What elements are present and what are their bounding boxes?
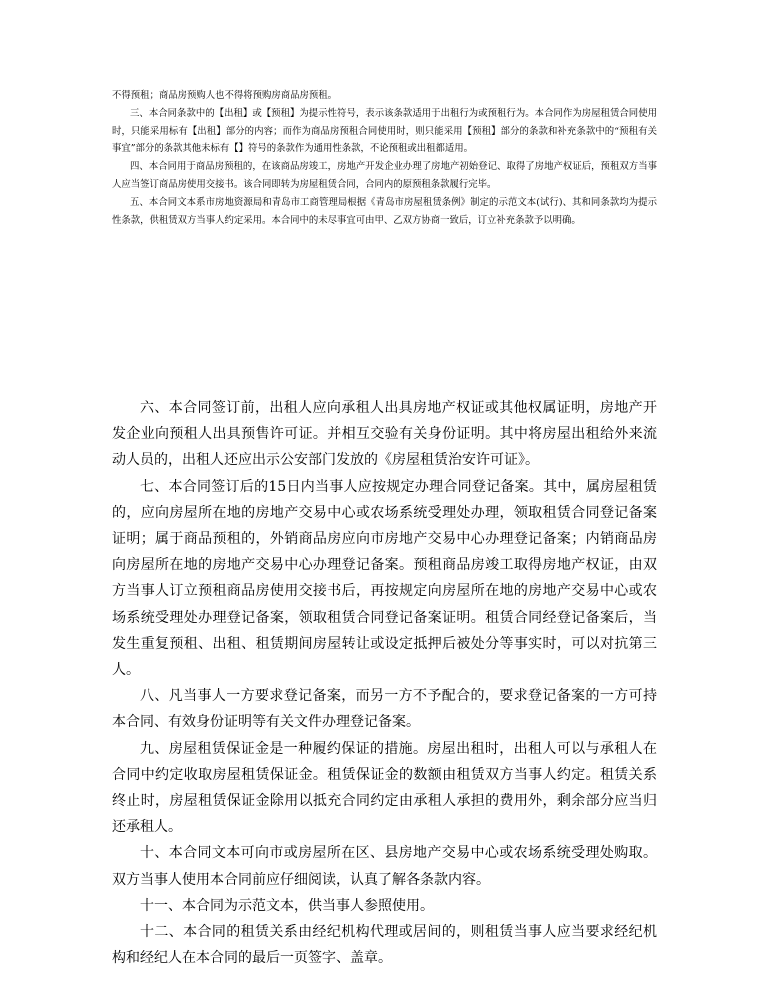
clauses-section [112, 395, 657, 971]
clause-paragraph: 七、本合同签订后的15日内当事人应按规定办理合同登记备案。其中，属房屋租赁的，应向房屋所在地的房地产交易中心或农场系统受理处办理，领取租赁合同登记备案证明；属于商品预租的，外销商品房应向市房地产交易中心办理登记备案；内销商品房向房屋所在地的房地产交易中心办理登记备案。预租商品房竣工取得房地产权证，由双方当事人订立预租商品房使用交接书后，再按规定向房屋所在地的房地产交易中心或农场系统受理处办理登记备案，领取租赁合同登记备案证明。租赁合同经登记备案后，当发生重复预租、出租、租赁期间房屋转让或设定抵押后被处分等事实时，可以对抗第三人。 [112, 478, 657, 679]
clause-paragraph: 六、本合同签订前，出租人应向承租人出具房地产权证或其他权属证明，房地产开发企业向预租人出具预售许可证。并相互交验有关身份证明。其中将房屋出租给外来流动人员的，出租人还应出示公安部门发放的《房屋租赁治安许可证》。 [112, 400, 657, 469]
clause-paragraph: 十一、本合同为示范文本，供当事人参照使用。 [140, 897, 434, 914]
notes-section [112, 87, 657, 229]
clause-paragraph: 九、房屋租赁保证金是一种履约保证的措施。房屋出租时，出租人可以与承租人在合同中约定收取房屋租赁保证金。租赁保证金的数额由租赁双方当事人约定。租赁关系终止时，房屋租赁保证金除用以抵充合同约定由承租人承担的费用外，剩余部分应当归还承租人。 [112, 740, 657, 836]
note-paragraph: 四、本合同用于商品房预租的，在该商品房竣工，房地产开发企业办理了房地产初始登记、取得了房地产权证后，预租双方当事人应当签订商品房使用交接书。该合同即转为房屋租赁合同，合同内的原预租条款履行完毕。 [112, 161, 657, 190]
clause-paragraph: 十、本合同文本可向市或房屋所在区、县房地产交易中心或农场系统受理处购取。双方当事人使用本合同前应仔细阅读，认真了解各条款内容。 [112, 845, 657, 888]
note-paragraph: 五、本合同文本系市房地资源局和青岛市工商管理局根据《青岛市房屋租赁条例》制定的示范文本(试行)、其和同条款均为提示性条款，供租赁双方当事人约定采用。本合同中的未尽事宜可由甲、乙双方协商一致后，订立补充条款予以明确。 [112, 196, 657, 226]
note-paragraph: 三、本合同条款中的【出租】或【预租】为提示性符号，表示该条款适用于出租行为或预租行为。本合同作为房屋租赁合同使用时，只能采用标有【出租】部分的内容；而作为商品房预租合同使用时，则只能采用【预租】部分的条款和补充条款中的“预租有关事宜”部分的条款其他未标有【】符号的条款作为通用性条款，不论预租或出租都适用。 [112, 107, 657, 155]
clause-paragraph: 十二、本合同的租赁关系由经纪机构代理或居间的，则租赁当事人应当要求经纪机构和经纪人在本合同的最后一页签字、盖章。 [112, 924, 657, 967]
clause-paragraph: 八、凡当事人一方要求登记备案，而另一方不予配合的，要求登记备案的一方可持本合同、有效身份证明等有关文件办理登记备案。 [112, 688, 657, 731]
note-paragraph: 不得预租；商品房预购人也不得将预购房商品房预租。 [112, 90, 338, 101]
